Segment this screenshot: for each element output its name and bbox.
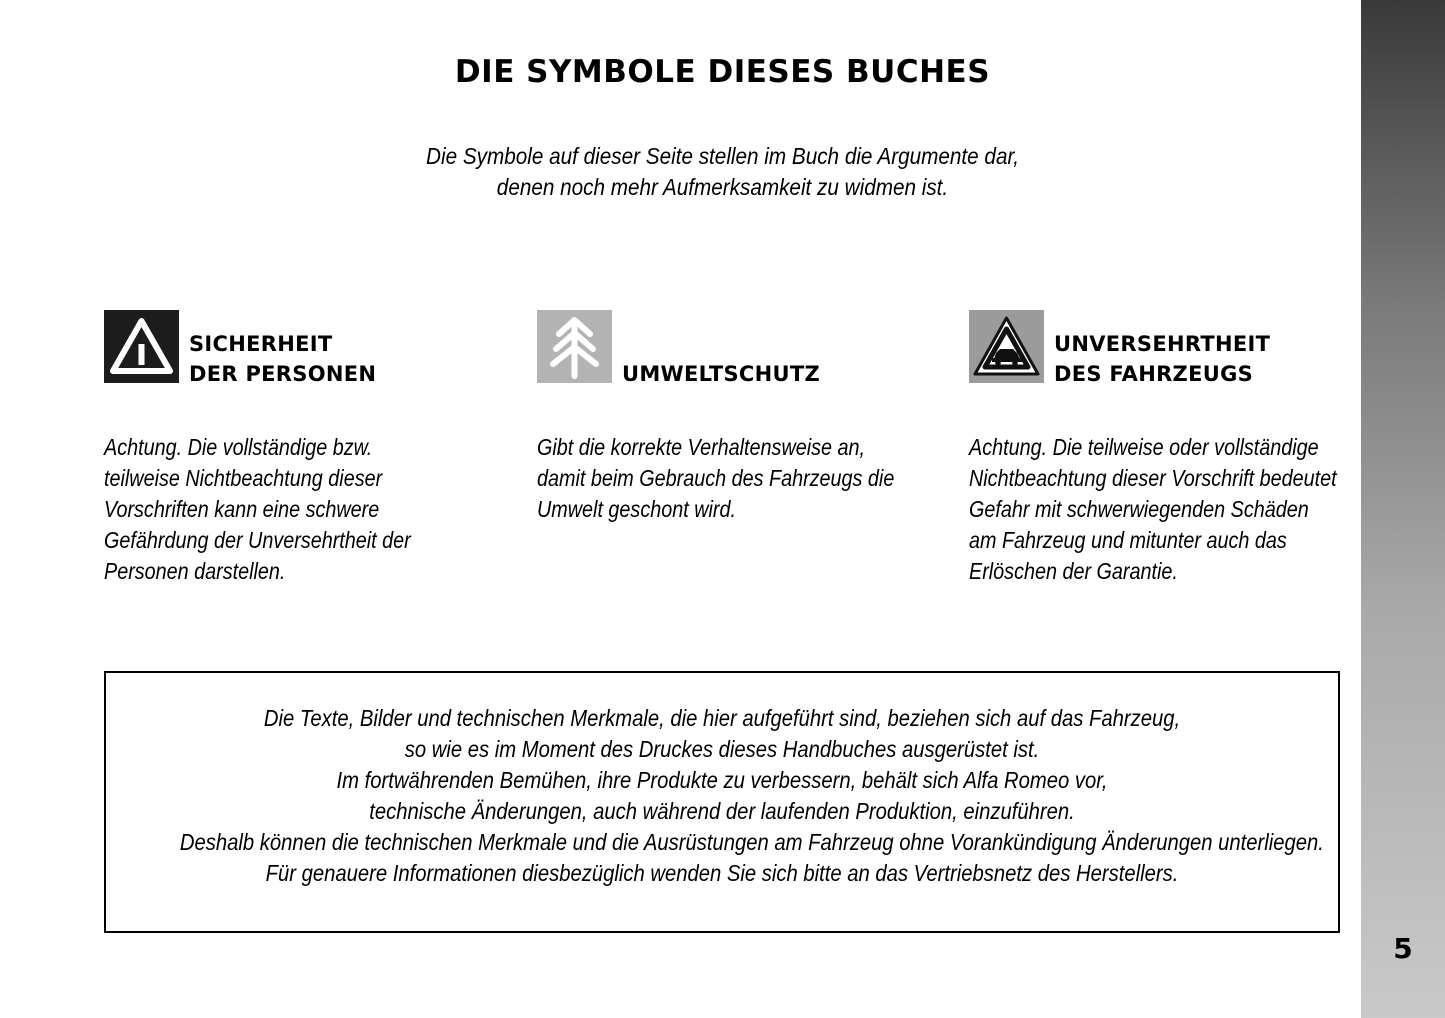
intro-text <box>360 141 1085 203</box>
page-title: DIE SYMBOLE DIESES BUCHES <box>454 54 991 90</box>
desc-line: Umwelt geschont wird. <box>537 496 736 522</box>
notice-line: Die Texte, Bilder und technischen Merkmale, die hier aufgeführt sind, beziehen sich auf das Fahrzeug, <box>263 705 1181 731</box>
symbol-vehicle-label <box>1054 329 1270 389</box>
symbol-vehicle-description <box>969 432 1337 587</box>
desc-line: Nichtbeachtung dieser Vorschrift bedeutet <box>969 465 1337 491</box>
desc-line: damit beim Gebrauch des Fahrzeugs die <box>537 465 895 491</box>
desc-line: teilweise Nichtbeachtung dieser <box>104 465 383 491</box>
notice-line: technische Änderungen, auch während der laufenden Produktion, einzuführen. <box>369 798 1075 824</box>
desc-line: am Fahrzeug und mitunter auch das <box>969 527 1287 553</box>
desc-line: Gefahr mit schwerwiegenden Schäden <box>969 496 1309 522</box>
desc-line: Personen darstellen. <box>104 558 286 584</box>
side-strip <box>1361 0 1445 1018</box>
label-line: UMWELTSCHUTZ <box>622 362 821 386</box>
notice-text <box>179 703 1324 889</box>
tree-icon <box>537 310 612 383</box>
symbol-environment-description <box>537 432 894 525</box>
intro-line: Die Symbole auf dieser Seite stellen im Buch die Argumente dar, <box>426 143 1019 169</box>
label-line: DER PERSONEN <box>189 362 377 386</box>
symbol-safety-description <box>104 432 411 587</box>
symbol-safety-label <box>189 329 376 389</box>
desc-line: Gibt die korrekte Verhaltensweise an, <box>537 434 866 460</box>
label-line: SICHERHEIT <box>189 332 333 356</box>
intro-line: denen noch mehr Aufmerksamkeit zu widmen ist. <box>496 174 949 200</box>
label-line: UNVERSEHRTHEIT <box>1054 332 1271 356</box>
notice-line: Deshalb können die technischen Merkmale und die Ausrüstungen am Fahrzeug ohne Vorankündigung Änderungen unterliegen. <box>179 829 1324 855</box>
desc-line: Achtung. Die vollständige bzw. <box>104 434 373 460</box>
notice-line: Im fortwährenden Bemühen, ihre Produkte zu verbessern, behält sich Alfa Romeo vor, <box>336 767 1108 793</box>
notice-line: Für genauere Informationen diesbezüglich wenden Sie sich bitte an das Vertriebsnetz des Herstellers. <box>265 860 1179 886</box>
page-number: 5 <box>1393 932 1413 965</box>
symbol-environment-label <box>622 359 820 389</box>
car-warning-icon <box>969 310 1044 383</box>
notice-line: so wie es im Moment des Druckes dieses Handbuches ausgerüstet ist. <box>404 736 1040 762</box>
desc-line: Achtung. Die teilweise oder vollständige <box>969 434 1319 460</box>
notice-box <box>104 671 1340 933</box>
desc-line: Gefährdung der Unversehrtheit der <box>104 527 411 553</box>
desc-line: Erlöschen der Garantie. <box>969 558 1178 584</box>
label-line: DES FAHRZEUGS <box>1054 362 1254 386</box>
desc-line: Vorschriften kann eine schwere <box>104 496 380 522</box>
warning-triangle-icon <box>104 310 179 383</box>
